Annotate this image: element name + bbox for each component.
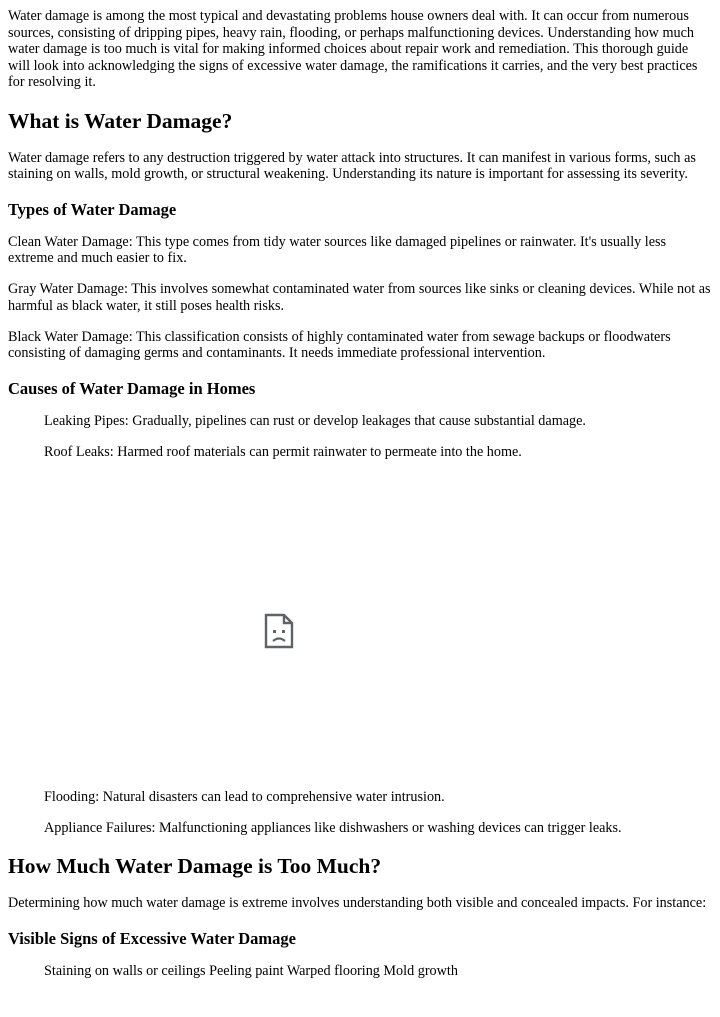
heading-causes: Causes of Water Damage in Homes bbox=[8, 378, 256, 398]
heading-what-is-water-damage: What is Water Damage? bbox=[8, 108, 233, 133]
cause-item-flooding: Flooding: Natural disasters can lead to comprehensive water intrusion. bbox=[44, 788, 445, 805]
type-item-black: Black Water Damage: This classification consists of highly contaminated water from sewage backups or floodwaters consisting of damaging germs and contaminants. It needs immediate professional intervention. bbox=[8, 328, 671, 361]
broken-image bbox=[44, 475, 712, 775]
heading-types-of-water-damage: Types of Water Damage bbox=[8, 199, 177, 219]
heading-visible-signs: Visible Signs of Excessive Water Damage bbox=[8, 928, 296, 948]
type-item-clean: Clean Water Damage: This type comes from tidy water sources like damaged pipelines or rainwater. It's usually less extreme and much easier to fix. bbox=[8, 233, 667, 266]
definition-paragraph: Water damage refers to any destruction triggered by water attack into structures. It can manifest in various forms, such as staining on walls, mold growth, or structural weakening. Understanding its nature is important for assessing its severity. bbox=[8, 149, 696, 182]
visible-signs-list: Staining on walls or ceilings Peeling paint Warped flooring Mold growth bbox=[44, 962, 458, 979]
broken-image-icon bbox=[264, 613, 294, 649]
determining-paragraph: Determining how much water damage is extreme involves understanding both visible and concealed impacts. For instance: bbox=[8, 895, 707, 911]
type-item-gray: Gray Water Damage: This involves somewhat contaminated water from sources like sinks or cleaning devices. While not as harmful as black water, it still poses health risks. bbox=[8, 281, 711, 314]
cause-item-appliance-failures: Appliance Failures: Malfunctioning appliances like dishwashers or washing devices can trigger leaks. bbox=[44, 819, 622, 836]
intro-paragraph: Water damage is among the most typical and devastating problems house owners deal with. It can occur from numerous sources, consisting of dripping pipes, heavy rain, flooding, or perhaps malfunctioning devices. Understanding how much water damage is too much is vital for making informed choices about repair work and remediation. This thorough guide will look into acknowledging the signs of excessive water damage, the ramifications it carries, and the very best practices for resolving it. bbox=[8, 8, 698, 90]
heading-how-much-is-too-much: How Much Water Damage is Too Much? bbox=[8, 854, 382, 878]
cause-item-leaking-pipes: Leaking Pipes: Gradually, pipelines can rust or develop leakages that cause substantial damage. bbox=[44, 412, 586, 429]
cause-item-roof-leaks: Roof Leaks: Harmed roof materials can permit rainwater to permeate into the home. bbox=[44, 443, 522, 460]
